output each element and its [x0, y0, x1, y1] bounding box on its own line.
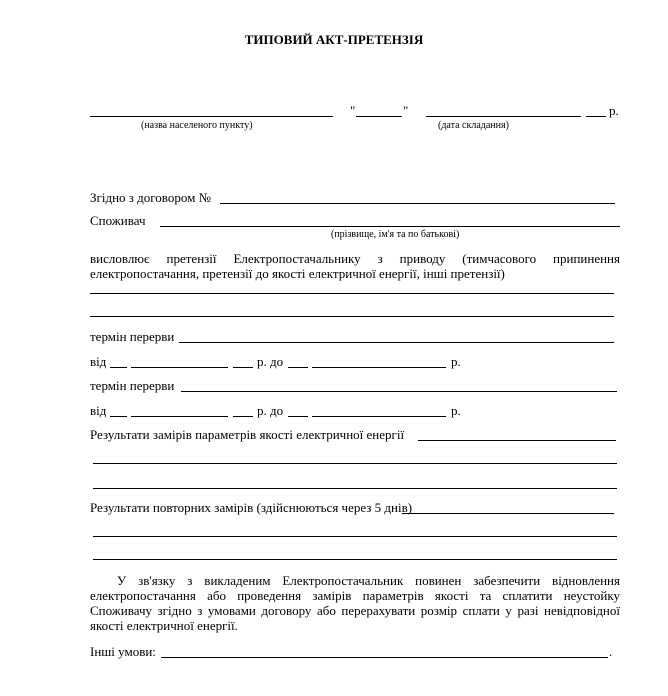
other-conditions-field[interactable]: [161, 657, 608, 658]
measurements-line-2[interactable]: [93, 488, 617, 489]
contract-number-field[interactable]: [220, 203, 615, 204]
interruption-1-year-to: р. до: [257, 354, 284, 369]
interruption-2-label: термін перерви: [90, 378, 175, 393]
interruption-2-year-end: р.: [451, 403, 461, 418]
interruption-1-from-month[interactable]: [131, 367, 228, 368]
interruption-1-from-day[interactable]: [110, 367, 127, 368]
interruption-2-to-day[interactable]: [288, 416, 308, 417]
measurements-line-1[interactable]: [93, 463, 617, 464]
obligation-text: У зв'язку з викладеним Електропостачальник повинен забезпечити відновлення електропостачання або проведення замірів параметрів якості та сплатити неустойку Споживачу згідно з умовами договору або перерахувати розмір сплати у разі невідповідної якості електричної енергії.: [90, 573, 620, 633]
claim-line-1[interactable]: [90, 293, 614, 294]
month-field[interactable]: [426, 116, 581, 117]
interruption-2-field[interactable]: [181, 391, 617, 392]
consumer-caption: (прізвище, ім'я та по батькові): [331, 229, 460, 240]
repeat-measurements-label: Результати повторних замірів (здійснюються через 5 днів): [90, 500, 413, 515]
interruption-1-year-end: р.: [451, 354, 461, 369]
interruption-2-from-month[interactable]: [131, 416, 228, 417]
interruption-1-field[interactable]: [179, 342, 614, 343]
day-open-quote: ": [350, 103, 356, 118]
interruption-1-to-day[interactable]: [288, 367, 308, 368]
measurements-label: Результати замірів параметрів якості електричної енергії: [90, 427, 405, 442]
repeat-measurements-line-2[interactable]: [93, 559, 617, 560]
year-suffix: р.: [609, 103, 619, 118]
settlement-caption: (назва населеного пункту): [141, 120, 253, 131]
interruption-1-from-year[interactable]: [233, 367, 253, 368]
interruption-1-to-month[interactable]: [312, 367, 446, 368]
consumer-name-field[interactable]: [160, 226, 620, 227]
interruption-1-label: термін перерви: [90, 329, 175, 344]
document-title: ТИПОВИЙ АКТ-ПРЕТЕНЗІЯ: [244, 32, 424, 47]
interruption-2-from-day[interactable]: [110, 416, 127, 417]
settlement-field[interactable]: [90, 116, 333, 117]
year-field[interactable]: [586, 116, 606, 117]
claim-text: висловлює претензії Електропостачальнику з приводу (тимчасового припинення електропостачання, претензії до якості електричної енергії, інші претензії): [90, 251, 620, 281]
consumer-label: Споживач: [90, 213, 146, 228]
contract-label: Згідно з договором №: [90, 190, 211, 205]
date-caption: (дата складання): [438, 120, 509, 131]
measurements-field[interactable]: [418, 440, 616, 441]
interruption-1-from: від: [90, 354, 107, 369]
interruption-2-from: від: [90, 403, 107, 418]
interruption-2-from-year[interactable]: [233, 416, 253, 417]
day-field[interactable]: [356, 116, 402, 117]
interruption-2-to-month[interactable]: [312, 416, 446, 417]
interruption-2-year-to: р. до: [257, 403, 284, 418]
repeat-measurements-field[interactable]: [402, 513, 614, 514]
other-conditions-label: Інші умови:: [90, 644, 156, 659]
other-conditions-end: .: [609, 644, 613, 659]
claim-line-2[interactable]: [90, 316, 614, 317]
repeat-measurements-line-1[interactable]: [93, 536, 617, 537]
day-close-quote: ": [403, 103, 409, 118]
